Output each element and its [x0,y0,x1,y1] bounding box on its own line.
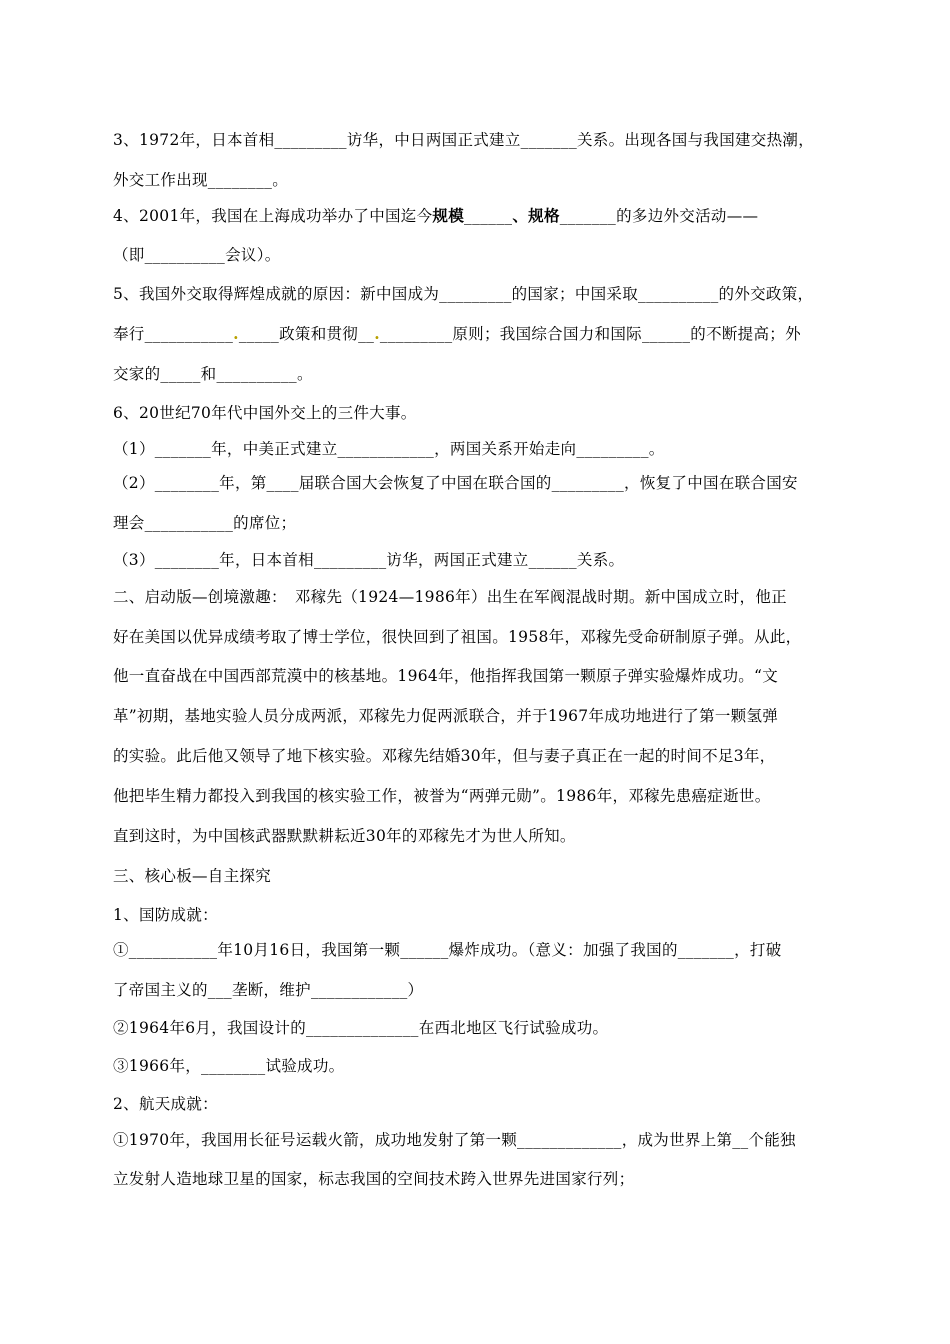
text-line: 立发射人造地球卫星的国家，标志我国的空间技术跨入世界先进国家行列； [113,1170,635,1188]
text-line: 直到这时，为中国核武器默默耕耘近30年的邓稼先才为世人所知。 [113,827,576,845]
text-line: 理会___________的席位； [113,514,297,532]
text-line: 的实验。此后他又领导了地下核实验。邓稼先结婚30年，但与妻子真正在一起的时间不足3年， [113,747,776,765]
text-run: 奉行___________ [113,325,234,343]
text-line [113,206,758,226]
bold-text: 、规格 [512,206,560,225]
sub-heading: 1、国防成就： [113,906,218,924]
section-heading: 三、核心板—自主探究 [113,867,272,885]
section-heading: 二、启动版—创境激趣： 邓稼先（1924—1986年）出生在军阀混战时期。新中国成立时，他正 [113,588,787,606]
text-line: 5、我国外交取得辉煌成就的原因：新中国成为_________的国家；中国采取__________的外交政策， [113,285,814,303]
text-line: 交家的_____和__________。 [113,365,313,383]
text-run: _________原则；我国综合国力和国际______的不断提高；外 [379,325,801,343]
text-line: 了帝国主义的___垄断，维护____________） [113,981,424,999]
text-line: （2）________年，第____届联合国大会恢复了中国在联合国的_________，恢复了中国在联合国安 [113,474,798,492]
text-line: （3）________年，日本首相_________访华，两国正式建立______关系。 [113,551,625,569]
text-line: ③1966年，________试验成功。 [113,1057,345,1075]
text-run: _____政策和贯彻__ [238,325,375,343]
text-line: 好在美国以优异成绩考取了博士学位，很快回到了祖国。1958年，邓稼先受命研制原子弹。从此， [113,628,802,646]
text-run: _______的多边外交活动—— [559,207,759,225]
bold-text: 规模 [432,206,465,225]
text-line: ②1964年6月，我国设计的______________在西北地区飞行试验成功。 [113,1019,609,1037]
blank: ______ [464,207,513,225]
text-line: （1）_______年，中美正式建立____________，两国关系开始走向_________。 [113,440,665,458]
text-line: 革”初期，基地实验人员分成两派，邓稼先力促两派联合，并于1967年成功地进行了第一颗氢弹 [113,707,779,725]
text-line: 他把毕生精力都投入到我国的核实验工作，被誉为“两弹元勋”。1986年，邓稼先患癌症逝世。 [113,787,771,805]
text-line [113,324,801,344]
text-line: 他一直奋战在中国西部荒漠中的核基地。1964年，他指挥我国第一颗原子弹实验爆炸成功。“文 [113,667,779,685]
text-line: ①___________年10月16日，我国第一颗______爆炸成功。（意义：加强了我国的_______，打破 [113,941,782,959]
text-line: 3、1972年，日本首相_________访华，中日两国正式建立_______关系。出现各国与我国建交热潮， [113,131,815,149]
mark-dot: . [233,324,239,343]
text-run: 4、2001年，我国在上海成功举办了中国迄今 [113,207,433,225]
text-line: 外交工作出现________。 [113,171,289,189]
sub-heading: 2、航天成就： [113,1095,218,1113]
mark-dot: . [374,324,380,343]
section-heading: 6、20世纪70年代中国外交上的三件大事。 [113,404,417,422]
text-line: ①1970年，我国用长征号运载火箭，成功地发射了第一颗_____________，成为世界上第__个能独 [113,1131,796,1149]
text-line: （即__________会议）。 [113,246,281,264]
